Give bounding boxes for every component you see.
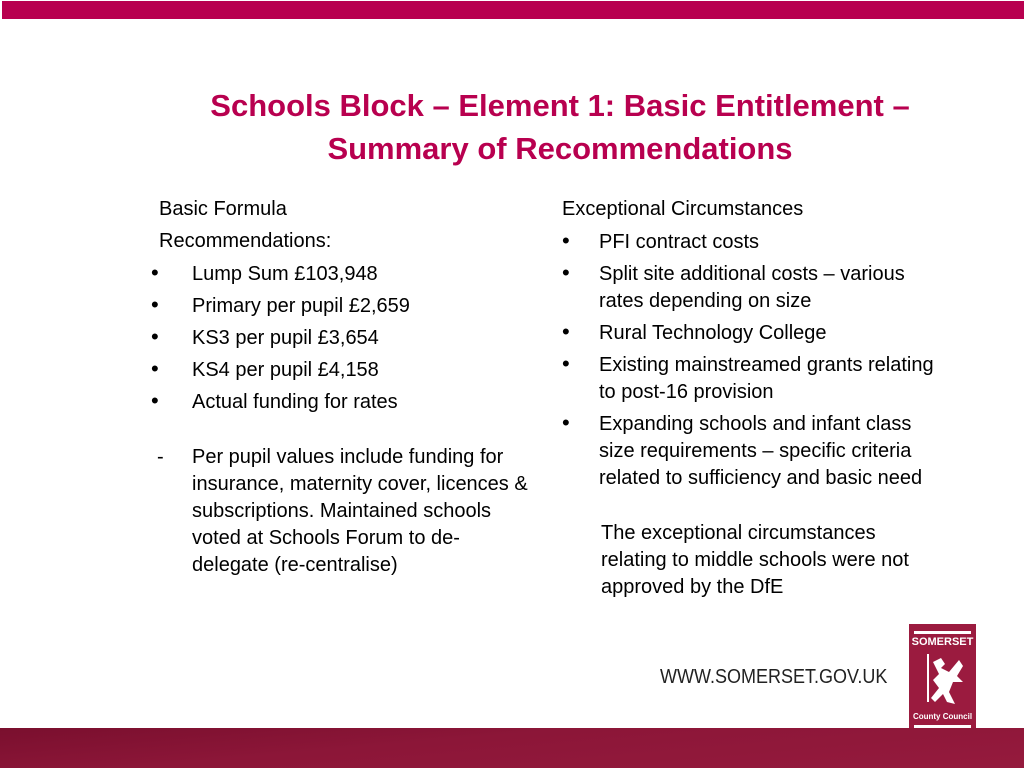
slide-title: Schools Block – Element 1: Basic Entitlement – Summary of Recommendations: [210, 88, 910, 166]
bullet-icon: •: [151, 292, 159, 317]
list-item: [562, 261, 942, 315]
list-item-text: KS3 per pupil £3,654: [192, 327, 379, 349]
list-item: [562, 352, 942, 406]
list-item: [151, 356, 535, 384]
recommendations-list: [151, 260, 535, 416]
list-item: [151, 388, 535, 416]
bullet-icon: •: [562, 351, 570, 376]
bullet-icon: •: [562, 260, 570, 285]
top-accent-bar: [2, 1, 1024, 19]
note-text: Per pupil values include funding for insurance, maternity cover, licences & subscriptions. Maintained schools voted at Schools Forum to de-delegate (re-centralise): [192, 446, 528, 576]
bullet-icon: •: [151, 324, 159, 349]
bullet-icon: •: [151, 260, 159, 285]
right-heading: Exceptional Circumstances: [562, 198, 804, 220]
list-item: [562, 229, 942, 256]
list-item: [562, 411, 942, 492]
website-url: WWW.SOMERSET.GOV.UK: [660, 666, 888, 688]
left-heading-1: Basic Formula: [159, 198, 287, 220]
bullet-icon: •: [562, 410, 570, 435]
list-item-text: Primary per pupil £2,659: [192, 295, 410, 317]
somerset-logo: [909, 624, 976, 732]
list-item-text: Rural Technology College: [599, 322, 827, 344]
exceptional-circumstances-column: [562, 193, 942, 601]
list-item-text: KS4 per pupil £4,158: [192, 359, 379, 381]
logo-text-top: SOMERSET: [911, 636, 974, 648]
bullet-icon: •: [562, 228, 570, 253]
bullet-icon: •: [562, 319, 570, 344]
basic-formula-column: [151, 193, 535, 579]
list-item-text: Existing mainstreamed grants relating to post-16 provision: [599, 354, 934, 403]
middle-schools-note: The exceptional circumstances relating to middle schools were not approved by the DfE: [601, 522, 909, 598]
bottom-footer-bar: [0, 728, 1024, 768]
list-item-text: Expanding schools and infant class size requirements – specific criteria related to sufficiency and basic need: [599, 413, 923, 489]
bullet-icon: •: [151, 356, 159, 381]
list-item-text: Lump Sum £103,948: [192, 263, 378, 285]
exceptional-list: [562, 229, 942, 492]
dash-marker: -: [157, 446, 164, 468]
bullet-icon: •: [151, 388, 159, 413]
list-item-text: Actual funding for rates: [192, 391, 398, 413]
list-item: [151, 292, 535, 320]
logo-rule: [914, 631, 971, 634]
list-item: [151, 324, 535, 352]
left-heading-2: Recommendations:: [159, 230, 332, 252]
dragon-icon: [919, 652, 967, 710]
per-pupil-note: [155, 444, 535, 579]
list-item-text: PFI contract costs: [599, 231, 760, 253]
list-item: [562, 320, 942, 347]
list-item: [151, 260, 535, 288]
logo-text-bottom: County Council: [912, 712, 973, 721]
list-item-text: Split site additional costs – various rates depending on size: [599, 263, 905, 312]
